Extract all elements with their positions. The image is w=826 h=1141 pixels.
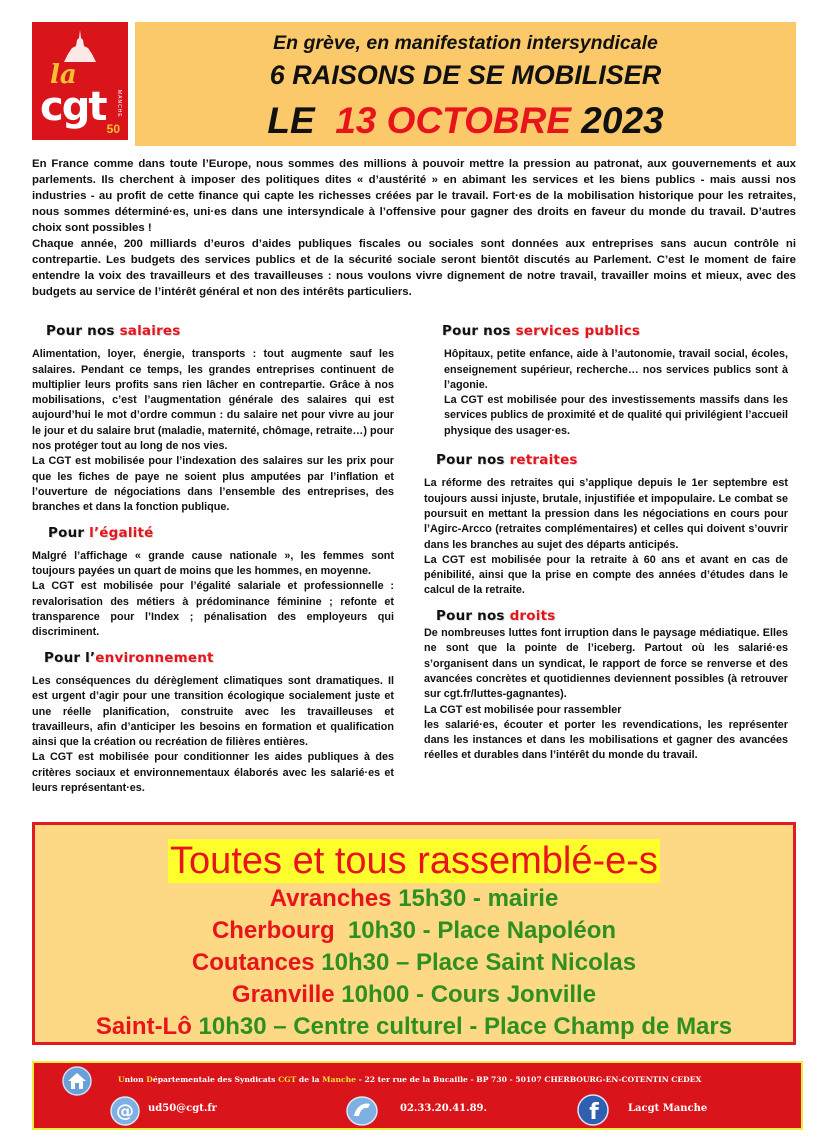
home-icon[interactable] (62, 1066, 92, 1096)
section-title (44, 651, 394, 666)
location-details: 15h30 - mairie (391, 885, 559, 912)
section-title (442, 324, 788, 339)
addr-part: D (146, 1075, 153, 1084)
logo-manche: MANCHE (116, 90, 122, 118)
rally-location (35, 883, 793, 915)
section-title (48, 526, 394, 541)
svg-text:f: f (589, 1100, 599, 1125)
section-egalite (32, 526, 394, 641)
addr-part: CGT (278, 1075, 297, 1084)
location-city: Granville (231, 981, 335, 1008)
header-banner (135, 22, 796, 146)
header-subtitle: En grève, en manifestation intersyndicale (273, 32, 658, 54)
section-paragraph: La CGT est mobilisée pour rassembler (424, 703, 622, 716)
phone-icon[interactable] (346, 1096, 378, 1126)
rally-location (35, 1011, 793, 1043)
rally-title: Toutes et tous rassemblé-e-s (170, 840, 658, 882)
section-droits (424, 609, 788, 764)
section-paragraph: Malgré l’affichage « grande cause nationale », les femmes sont toujours payées un quart de moins que les hommes, en moyenne. (32, 549, 394, 578)
email-address[interactable]: ud50@cgt.fr (148, 1103, 217, 1114)
mont-saint-michel-icon (62, 28, 98, 64)
addr-part: - 22 ter rue de la Bucaille - BP 730 - 50107 CHERBOURG-EN-COTENTIN CEDEX (356, 1075, 702, 1084)
title-prefix: Pour nos (46, 323, 120, 339)
section-retraites (424, 453, 788, 599)
section-title (436, 609, 788, 624)
date-prefix: LE (267, 100, 336, 141)
rally-location (35, 947, 793, 979)
section-paragraph: La CGT est mobilisée pour l’indexation des salaires sur les prix pour que les fiches de paye ne soient plus amputées par l’inflation et l’ouverture de négociations dans l’ensemble des entreprises, des branches et dans la fonction publique. (32, 455, 394, 514)
location-details: 10h30 - Place Napoléon (334, 917, 617, 944)
location-city: Cherbourg (211, 917, 335, 944)
title-prefix: Pour l’ (44, 649, 96, 666)
addr-part: Manche (322, 1075, 356, 1084)
title-keyword: l’égalité (89, 524, 154, 541)
location-city: Coutances (191, 949, 315, 976)
section-paragraph: La CGT est mobilisée pour la retraite à 60 ans et avant en cas de pénibilité, ainsi que la prise en compte des années d’études dans le calcul de la retraite. (424, 553, 788, 597)
title-keyword: environnement (95, 649, 214, 666)
left-column (32, 322, 394, 802)
title-prefix: Pour nos (442, 323, 516, 339)
section-salaires (32, 324, 394, 516)
title-prefix: Pour nos (436, 452, 510, 469)
section-environnement (32, 651, 394, 797)
title-prefix: Pour nos (436, 607, 510, 624)
title-keyword: services publics (515, 323, 641, 339)
title-keyword: salaires (119, 323, 181, 339)
location-details: 10h30 – Centre culturel - Place Champ de Mars (191, 1013, 733, 1040)
section-paragraph: Alimentation, loyer, énergie, transports : tout augmente sauf les salaires. Pendant ce temps, les grandes entreprises continuent de multiplier leurs profits sans rien lâcher en contrepartie. Grâce à nos mobilisations, c’est l’augmentation générale des salaires qui est aujourd’hui le mot d’ordre commun : du salaire net pour vivre au jour le jour et du salaire brut (maladie, maternité, chômage, retraite…) pour nos protéger tout au long de nos vies. (32, 348, 394, 453)
email-icon[interactable] (110, 1096, 140, 1126)
title-prefix: Pour (48, 524, 90, 541)
location-details: 10h00 - Cours Jonville (334, 981, 597, 1008)
section-paragraph: La réforme des retraites qui s’applique depuis le 1er septembre est toujours aussi injuste, brutale, injustifiée et impopulaire. Le combat se poursuit en mettant la pression dans les négociations en cours pour l’Agirc-Arcco (retraites complémentaires) et celles qui doivent s’ouvrir dans les branches au sujet des départs anticipés. (424, 477, 788, 551)
section-title (46, 324, 394, 339)
facebook-icon[interactable] (577, 1094, 609, 1126)
addr-part: U (118, 1075, 125, 1084)
addr-part: épartementale des Syndicats (152, 1075, 279, 1084)
section-body (424, 347, 788, 439)
section-paragraph: La CGT est mobilisée pour l’égalité salariale et professionnelle : revalorisation des métiers à prédominance féminine ; refonte et transparence pour l’Index ; pénalisation des employeurs qui discriminent. (32, 580, 394, 639)
rally-box (32, 822, 796, 1045)
title-keyword: retraites (509, 452, 578, 469)
location-details: 10h30 – Place Saint Nicolas (314, 949, 637, 976)
intro-paragraph: En France comme dans toute l’Europe, nous sommes des millions à pouvoir mettre la pression au patronat, aux gouvernements et aux parlements. Ils cherchent à imposer des politiques dites « d’austérité » en abimant les services et les biens publics - mais aussi nos industries - au profit de cette finance qui capte les richesses créées par le travail. Fort·es de la mobilisation historique pour les retraites, nous sommes déterminé·es, uni·es dans une intersyndicale à l’offensive pour gagner des droits en faveur du monde du travail. D’autres choix sont possibles ! (32, 158, 796, 234)
intro-paragraph: Chaque année, 200 milliards d’euros d’aides publiques fiscales ou sociales sont données aux entreprises sans aucun contrôle ni contrepartie. Les budgets des services publics et de la sécurité sociale seront bientôt discutés au Parlement. C’est le moment de faire entendre la voix des travailleurs et des travailleuses : nous voulons vivre dignement de notre travail, travailler moins et mieux, avec des budgets au service de l’intérêt général et non des intérêts particuliers. (32, 238, 796, 298)
section-services-publics (424, 324, 788, 439)
title-keyword: droits (509, 607, 556, 624)
svg-text:@: @ (116, 1101, 134, 1122)
rally-location (35, 915, 793, 947)
section-paragraph: Les conséquences du dérèglement climatiques sont dramatiques. Il est urgent d’agir pour une transition écologique socialement juste et une réelle planification, construite avec les travailleuses et travailleurs, afin d’anticiper les besoins en formation et qualification ainsi que la création ou recréation de filières entières. (32, 674, 394, 749)
addr-part: nion (124, 1075, 147, 1084)
section-paragraph: les salarié·es, écouter et porter les revendications, les représenter dans les instances et dans les mobilisations et gagner des avancées réelles et durables dans l’intérêt du monde du travail. (424, 718, 788, 762)
section-paragraph: La CGT est mobilisée pour des investissements massifs dans les services publics de proximité et de qualité qui privilégient l’accueil physique des usager·es. (444, 394, 788, 437)
footer (32, 1061, 803, 1130)
location-city: Saint-Lô (95, 1013, 192, 1040)
rally-location (35, 979, 793, 1011)
union-address (118, 1075, 701, 1084)
date-year: 2023 (571, 100, 664, 141)
header-title: 6 RAISONS DE SE MOBILISER (269, 60, 662, 90)
intro-text (32, 156, 796, 300)
logo-cgt: cgt (40, 84, 106, 130)
logo-la: la (50, 60, 77, 90)
facebook-page[interactable]: Lacgt Manche (628, 1103, 708, 1114)
section-paragraph: De nombreuses luttes font irruption dans le paysage médiatique. Elles ne sont que la pointe de l’iceberg. Partout où les salarié·es s’organisent dans un syndicat, le rapport de force se renverse et des avancées concrètes et quotidiennes deviennent possibles (à retrouver sur cgt.fr/luttes-gagnantes). (424, 627, 788, 701)
right-column (424, 322, 788, 770)
header-date (135, 100, 796, 142)
section-title (436, 453, 788, 468)
section-paragraph: Hôpitaux, petite enfance, aide à l’autonomie, travail social, écoles, enseignement supérieur, recherche… nos services publics sont à l’agonie. (444, 348, 788, 391)
date-day: 13 OCTOBRE (335, 100, 572, 141)
logo-dept: 50 (106, 122, 120, 136)
location-city: Avranches (269, 885, 392, 912)
addr-part: de la (296, 1075, 323, 1084)
phone-number[interactable]: 02.33.20.41.89. (400, 1103, 487, 1114)
cgt-logo (32, 22, 128, 140)
section-paragraph: La CGT est mobilisée pour conditionner les aides publiques à des critères sociaux et environnementaux élaborés avec les salarié·es et leurs représentant·es. (32, 751, 394, 795)
